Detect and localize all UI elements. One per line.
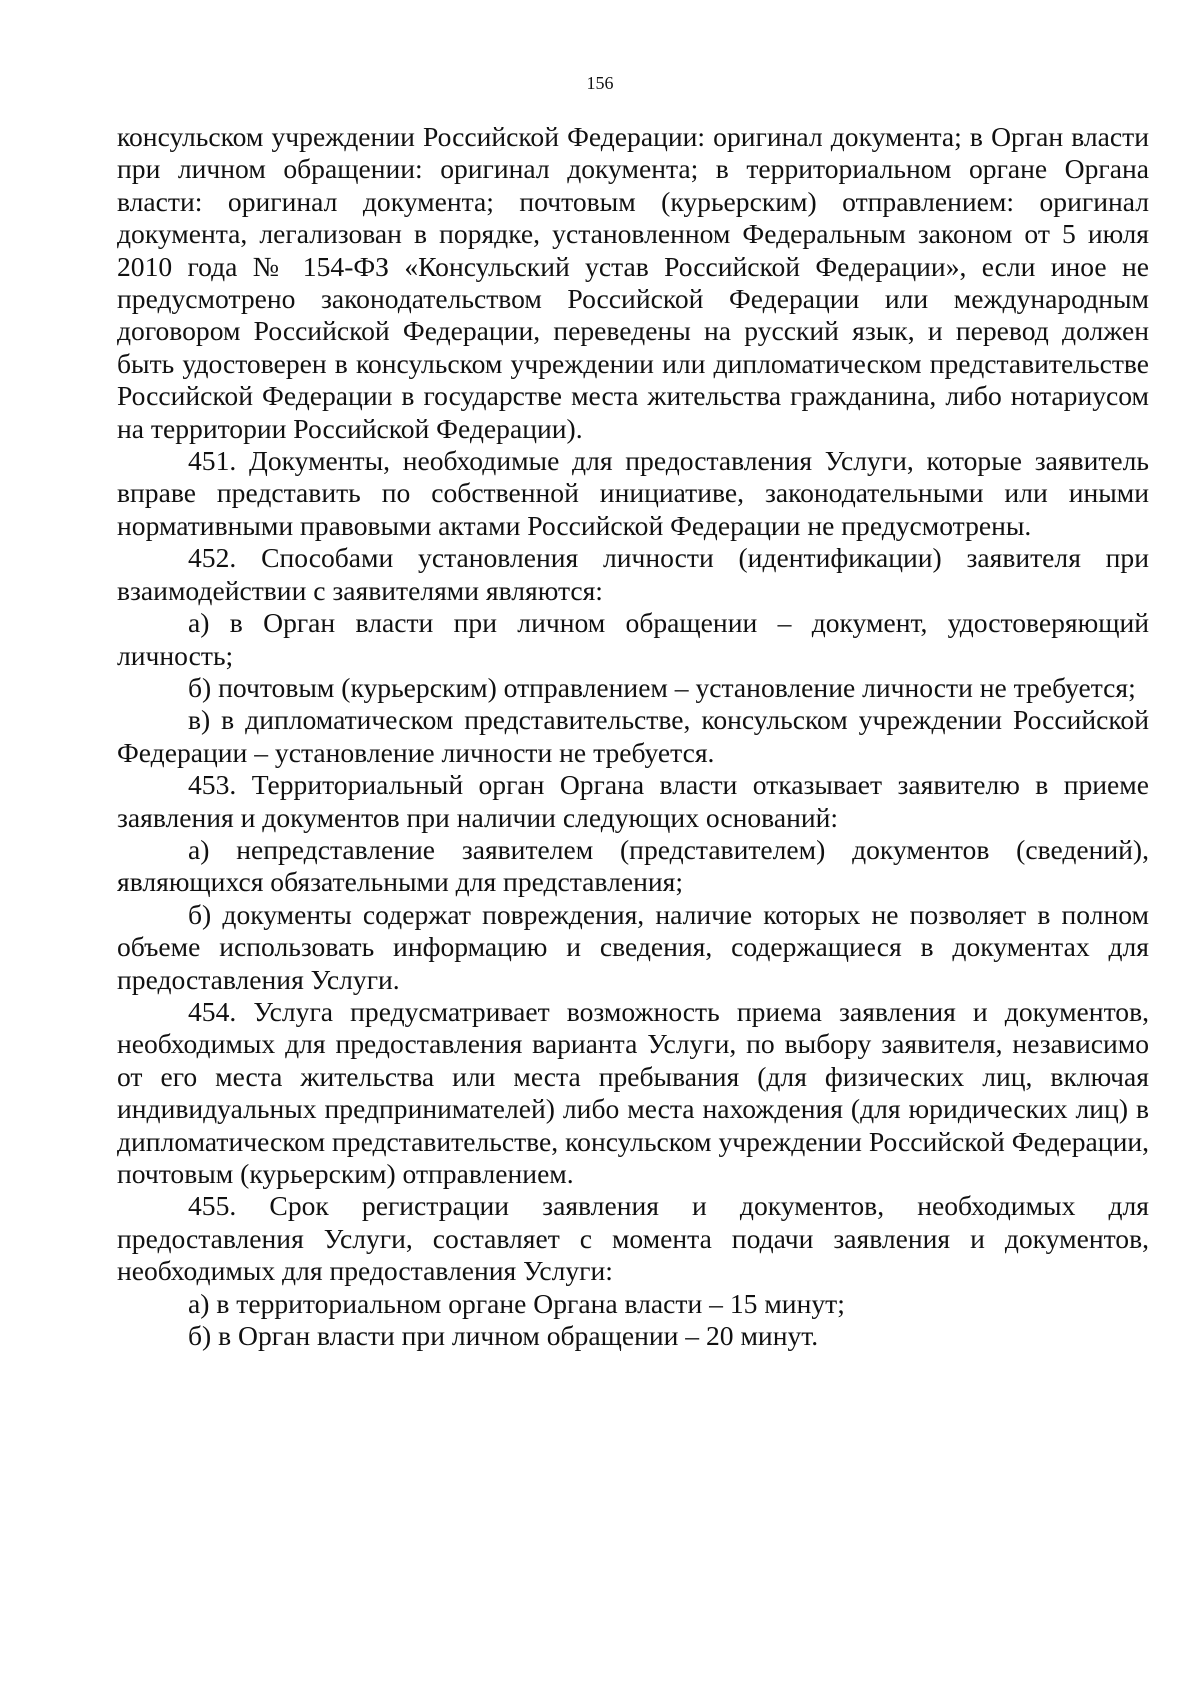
document-body	[117, 121, 1149, 1352]
page-number: 156	[586, 73, 614, 93]
paragraph-455-b: б) в Орган власти при личном обращении – 20 минут.	[188, 1320, 819, 1352]
paragraph-453-a: а) непредставление заявителем (представителем) документов (сведений), являющихся обязательными для представления;	[117, 833, 1149, 898]
paragraph-454: 454. Услуга предусматривает возможность приема заявления и документов, необходимых для предоставления варианта Услуги, по выбору заявителя, независимо от его места жительства или места пребывания (для физических лиц, включая индивидуальных предпринимателей) либо места нахождения (для юридических лиц) в дипломатическом представительстве, консульском учреждении Российской Федерации, почтовым (курьерским) отправлением.	[117, 995, 1149, 1189]
paragraph-453: 453. Территориальный орган Органа власти отказывает заявителю в приеме заявления и документов при наличии следующих оснований:	[117, 769, 1149, 833]
paragraph-455-a: а) в территориальном органе Органа власти – 15 минут;	[188, 1287, 845, 1319]
paragraph-455: 455. Срок регистрации заявления и документов, необходимых для предоставления Услуги, составляет с момента подачи заявления и документов, необходимых для предоставления Услуги:	[117, 1190, 1149, 1287]
paragraph-451: 451. Документы, необходимые для предоставления Услуги, которые заявитель вправе представить по собственной инициативе, законодательными или иными нормативными правовыми актами Российской Федерации не предусмотрены.	[117, 445, 1149, 541]
paragraph-452-v: в) в дипломатическом представительстве, консульском учреждении Российской Федерации – установление личности не требуется.	[117, 704, 1149, 768]
paragraph-453-b: б) документы содержат повреждения, наличие которых не позволяет в полном объеме использовать информацию и сведения, содержащиеся в документах для предоставления Услуги.	[117, 898, 1149, 995]
paragraph-452: 452. Способами установления личности (идентификации) заявителя при взаимодействии с заявителями являются:	[117, 542, 1149, 606]
paragraph-452-a: а) в Орган власти при личном обращении – документ, удостоверяющий личность;	[117, 607, 1149, 671]
paragraph-452-b: б) почтовым (курьерским) отправлением – установление личности не требуется;	[188, 671, 1136, 703]
paragraph-continuation: консульском учреждении Российской Федерации: оригинал документа; в Орган власти при личном обращении: оригинал документа; в территориальном органе Органа власти: оригинал документа; почтовым (курьерским) отправлением: оригинал документа, легализован в порядке, установленном Федеральным законом от 5 июля 2010 года № 154-ФЗ «Консульский устав Российской Федерации», если иное не предусмотрено законодательством Российской Федерации или международным договором Российской Федерации, переведены на русский язык, и перевод должен быть удостоверен в консульском учреждении или дипломатическом представительстве Российской Федерации в государстве места жительства гражданина, либо нотариусом на территории Российской Федерации).	[117, 121, 1149, 444]
